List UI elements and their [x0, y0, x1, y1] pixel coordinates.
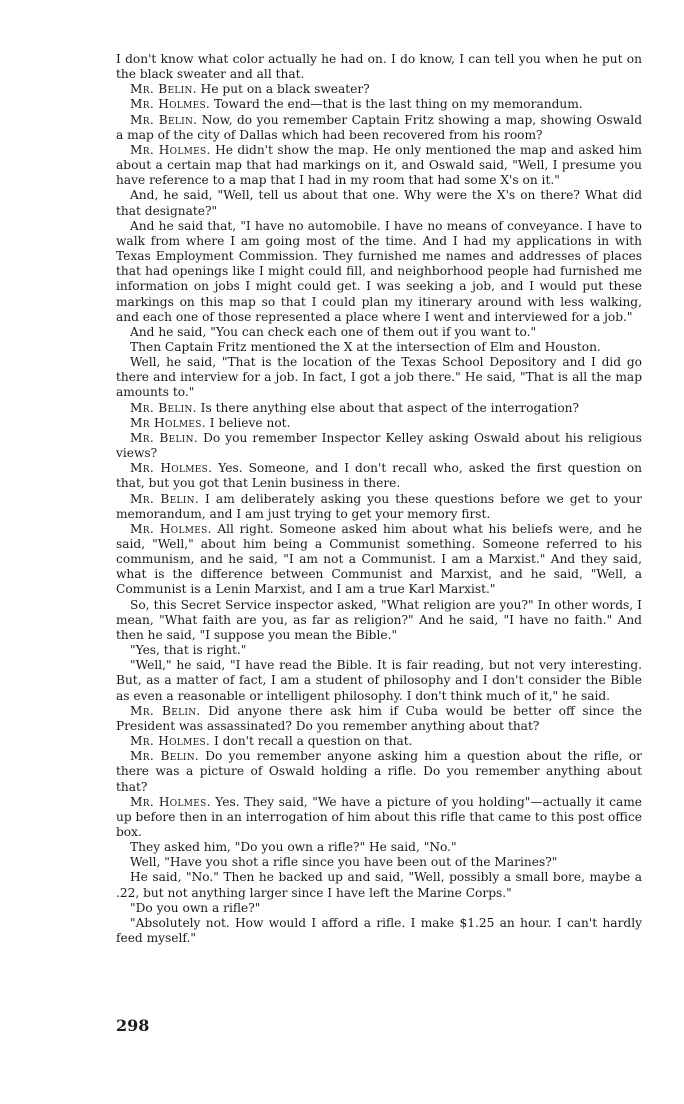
paragraph-text: Now, do you remember Captain Fritz showing a map, showing Oswald a map of the city of Dallas which had been recovered from his room?: [116, 112, 643, 142]
paragraph: [116, 416, 642, 431]
paragraph: [116, 188, 642, 218]
paragraph-text: "Yes, that is right.": [130, 643, 247, 658]
paragraph: [116, 431, 642, 461]
paragraph-text: So, this Secret Service inspector asked, "What religion are you?" In other words, I mean, "What faith are you, as far as religion?" And he said, "I have no faith." And then he said, "I suppose you mean the Bible.": [116, 597, 642, 642]
speaker-label: Mr Holmes.: [130, 415, 206, 430]
speaker-label: Mr. Belin.: [130, 703, 201, 718]
speaker-label: Mr. Belin.: [130, 82, 197, 97]
paragraph-text: He put on a black sweater?: [196, 82, 370, 97]
speaker-label: Mr. Holmes.: [130, 97, 211, 112]
paragraph-text: "Well," he said, "I have read the Bible. It is fair reading, but not very interesting. But, as a matter of fact, I am a student of philosophy and I don't consider the Bible as even a reasonable or intelligent philosophy. I don't think much of it," he said.: [116, 658, 642, 703]
paragraph-text: Well, "Have you shot a rifle since you have been out of the Marines?": [130, 855, 558, 870]
speaker-label: Mr. Belin.: [130, 400, 197, 415]
paragraph-text: I don't recall a question on that.: [210, 734, 413, 749]
paragraph-text: Well, he said, "That is the location of the Texas School Depository and I did go there and interview for a job. In fact, I got a job there." He said, "That is all the map amounts to.": [116, 355, 642, 400]
speaker-label: Mr. Holmes.: [130, 794, 211, 809]
paragraph-text: I am deliberately asking you these questions before we get to your memorandum, and I am just trying to get your memory first.: [116, 491, 642, 521]
paragraph: [116, 82, 642, 97]
paragraph-text: And he said, "You can check each one of them out if you want to.": [130, 324, 537, 339]
paragraph-text: Is there anything else about that aspect of the interrogation?: [196, 400, 580, 415]
paragraph: [116, 840, 642, 855]
paragraph-text: I don't know what color actually he had on. I do know, I can tell you when he put on the black sweater and all that.: [116, 52, 642, 82]
paragraph: [116, 461, 642, 491]
paragraph: [116, 340, 642, 355]
paragraph: [116, 795, 642, 840]
paragraph: [116, 749, 642, 794]
paragraph-text: Then Captain Fritz mentioned the X at the intersection of Elm and Houston.: [130, 339, 601, 354]
paragraph: [116, 143, 642, 188]
paragraph-text: Did anyone there ask him if Cuba would be better off since the President was assassinated? Do you remember anything about that?: [116, 703, 642, 733]
paragraph: [116, 113, 642, 143]
paragraph: [116, 492, 642, 522]
speaker-label: Mr. Holmes.: [130, 461, 213, 476]
paragraph-text: Do you remember anyone asking him a question about the rifle, or there was a picture of Oswald holding a rifle. Do you remember anything about that?: [116, 749, 642, 794]
speaker-label: Mr. Belin.: [130, 749, 200, 764]
paragraph: [116, 97, 642, 112]
paragraph: [116, 643, 642, 658]
paragraph-text: All right. Someone asked him about what his beliefs were, and he said, "Well," about him being a Communist something. Someone referred to his communism, and he said, "I am not a Communist. I am a Marxist." And they said, what is the difference between Communist and Marxist, and he said, "Well, a Communist is a Lenin Marxist, and I am a true Karl Marxist.": [116, 521, 642, 597]
paragraph: [116, 734, 642, 749]
page-number: 298: [116, 1016, 150, 1035]
speaker-label: Mr. Holmes.: [130, 142, 211, 157]
paragraph: [116, 522, 642, 598]
paragraph: [116, 870, 642, 900]
paragraph: [116, 916, 642, 946]
paragraph: [116, 219, 642, 325]
paragraph-text: And he said that, "I have no automobile. I have no means of conveyance. I have to walk from where I am going most of the time. And I had my applications in with Texas Employment Commission. They furnished me names and addresses of places that had openings like I might could fill, and neighborhood people had furnished me information on jobs I might could get. I was seeking a job, and I would put these markings on this map so that I could plan my itinerary around with less walking, and each one of those represented a place where I went and interviewed for a job.": [116, 218, 642, 324]
speaker-label: Mr. Belin.: [130, 112, 198, 127]
paragraph: [116, 598, 642, 643]
speaker-label: Mr. Belin.: [130, 430, 199, 445]
paragraph-text: I believe not.: [205, 415, 291, 430]
paragraph: [116, 704, 642, 734]
paragraph: [116, 325, 642, 340]
speaker-label: Mr. Holmes.: [130, 734, 211, 749]
paragraph: [116, 401, 642, 416]
paragraph-text: He said, "No." Then he backed up and said, "Well, possibly a small bore, maybe a .22, but not anything larger since I have left the Marine Corps.": [116, 870, 642, 900]
paragraph: [116, 52, 642, 82]
paragraph-text: Toward the end—that is the last thing on my memorandum.: [210, 97, 583, 112]
paragraph-text: Do you remember Inspector Kelley asking Oswald about his religious views?: [116, 430, 643, 461]
paragraph-text: They asked him, "Do you own a rifle?" He said, "No.": [130, 840, 457, 855]
paragraph-text: Yes. Someone, and I don't recall who, asked the first question on that, but you got that Lenin business in there.: [116, 461, 642, 491]
paragraph-text: And, he said, "Well, tell us about that one. Why were the X's on there? What did that designate?": [116, 188, 642, 218]
speaker-label: Mr. Holmes.: [130, 521, 212, 536]
paragraph-text: Yes. They said, "We have a picture of you holding"—actually it came up before then in an interrogation of him about this rifle that came to this post office box.: [116, 794, 642, 839]
paragraph-text: "Do you own a rifle?": [130, 900, 261, 915]
paragraph-text: He didn't show the map. He only mentioned the map and asked him about a certain map that had markings on it, and Oswald said, "Well, I presume you have reference to a map that I had in my room that had some X's on it.": [116, 142, 642, 188]
paragraph: [116, 658, 642, 703]
speaker-label: Mr. Belin.: [130, 491, 199, 506]
paragraph: [116, 901, 642, 916]
transcript-body: [116, 52, 642, 946]
paragraph-text: "Absolutely not. How would I afford a rifle. I make $1.25 an hour. I can't hardly feed myself.": [116, 915, 642, 946]
paragraph: [116, 355, 642, 400]
paragraph: [116, 855, 642, 870]
